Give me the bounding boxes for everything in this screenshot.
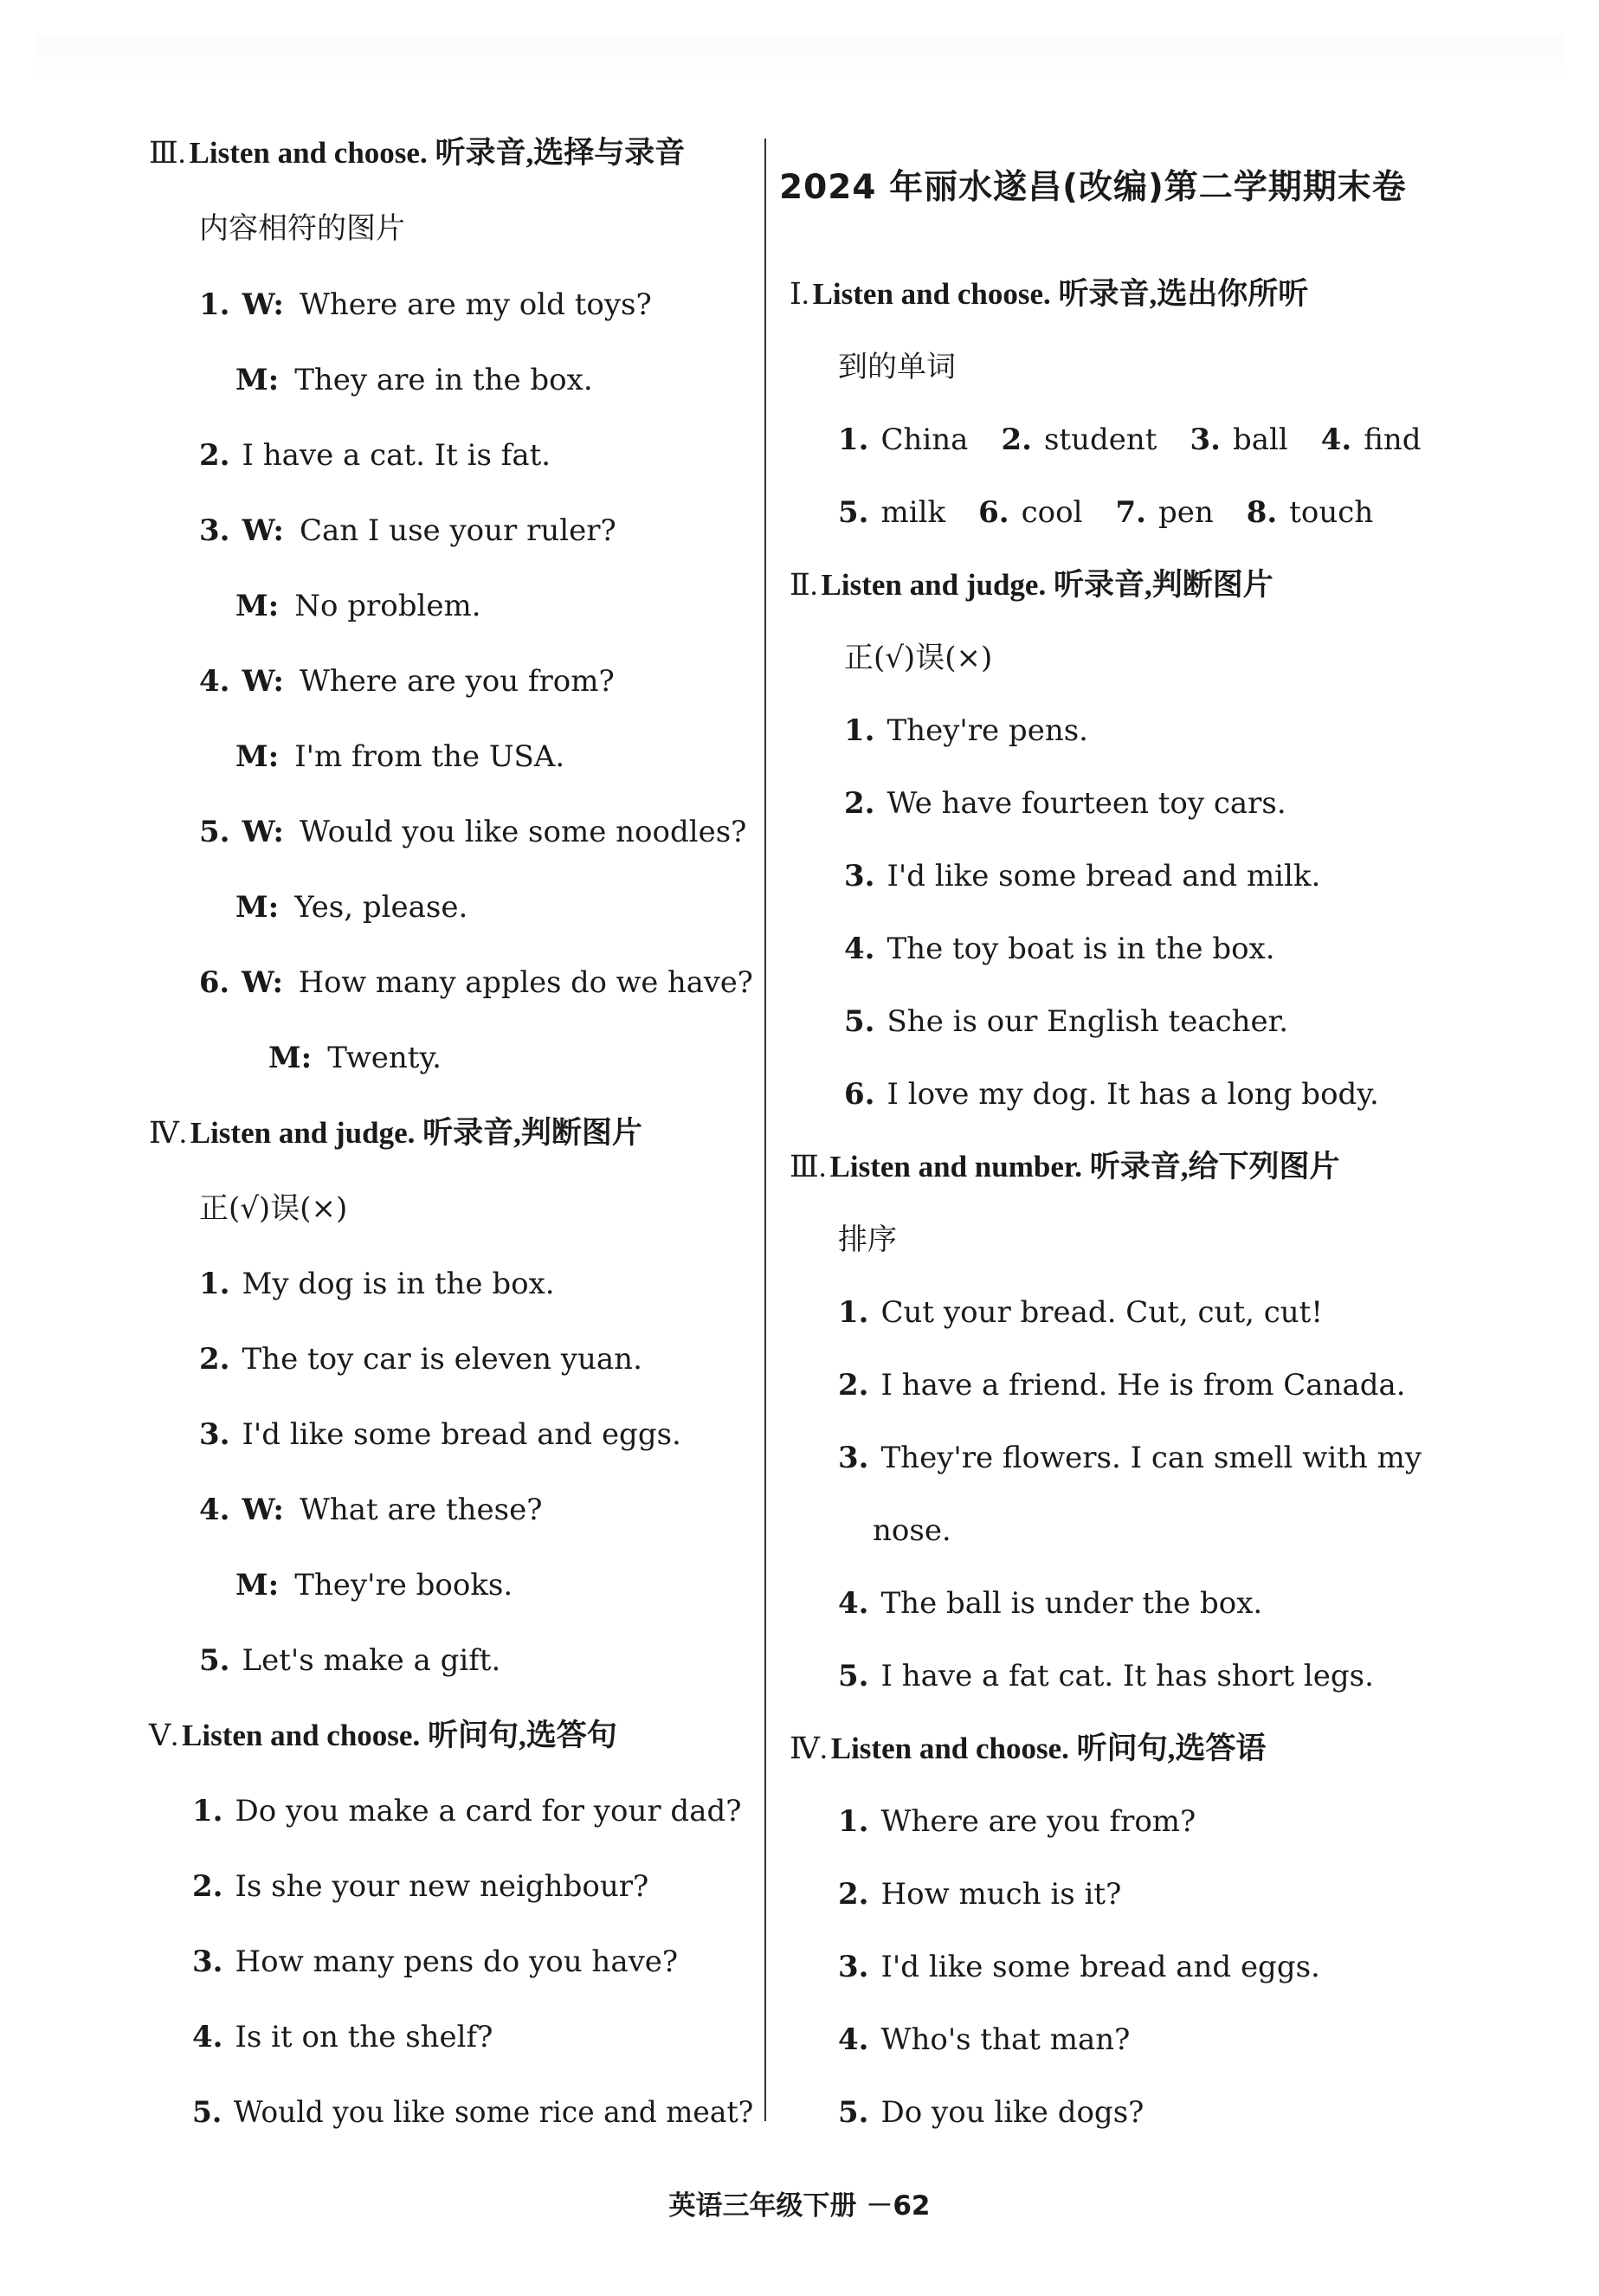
item-number: 4.: [838, 1586, 869, 1621]
word: milk: [880, 495, 946, 530]
item-number: 2.: [1001, 422, 1032, 457]
list-item: [235, 363, 593, 397]
item-number: 1.: [199, 287, 230, 322]
item-text: Where are you from?: [299, 664, 615, 699]
list-item: [199, 1342, 642, 1377]
item-number: 4.: [199, 664, 230, 699]
continued-line: [838, 1222, 897, 1257]
item-text: I have a friend. He is from Canada.: [880, 1368, 1406, 1403]
line-text: 内容相符的图片: [199, 211, 405, 246]
list-item: [199, 664, 615, 699]
word: China: [880, 422, 969, 457]
speaker-label: W:: [242, 965, 283, 1000]
section-numeral: Ⅲ.: [149, 136, 186, 170]
item-number: 5.: [838, 495, 869, 530]
item-text: Is she your new neighbour?: [235, 1869, 649, 1904]
item-text: My dog is in the box.: [242, 1267, 555, 1301]
section-title: Listen and judge. 听录音,判断图片: [821, 568, 1273, 602]
word: touch: [1289, 495, 1374, 530]
list-item: [199, 513, 616, 548]
line-text: 正(√)误(×): [844, 641, 993, 675]
item-text: Twenty.: [327, 1041, 442, 1075]
speaker-label: W:: [242, 513, 284, 548]
continued-line: [873, 1513, 951, 1548]
speaker-label: M:: [235, 890, 280, 925]
item-number: 2.: [199, 438, 230, 473]
section-numeral: Ⅰ.: [790, 277, 809, 311]
section-numeral: Ⅴ.: [149, 1719, 179, 1752]
list-item: [838, 1950, 1320, 1984]
item-number: 3.: [199, 1417, 230, 1452]
list-item: [199, 438, 551, 473]
item-text: The toy boat is in the box.: [887, 932, 1275, 966]
speaker-label: M:: [268, 1041, 313, 1075]
item-number: 2.: [838, 1368, 869, 1403]
word: ball: [1232, 422, 1288, 457]
item-number: 4.: [1320, 422, 1352, 457]
item-text: Cut your bread. Cut, cut, cut!: [880, 1295, 1323, 1330]
item-text: Where are my old toys?: [299, 287, 652, 322]
item-text: Do you make a card for your dad?: [235, 1794, 742, 1828]
list-item: [838, 1877, 1121, 1912]
section-title: Listen and judge. 听录音,判断图片: [190, 1116, 642, 1150]
continued-line: [838, 350, 956, 384]
speaker-label: W:: [242, 1493, 284, 1527]
item-text: I'm from the USA.: [294, 739, 565, 774]
section-heading: [149, 1719, 617, 1753]
item-text: Do you like dogs?: [880, 2095, 1144, 2130]
item-number: 2.: [844, 786, 875, 821]
column-divider: [764, 139, 766, 2121]
section-title: Listen and choose. 听录音,选出你所听: [812, 277, 1309, 311]
scan-header-shadow: [35, 35, 1564, 87]
list-item: [192, 2020, 493, 2054]
list-item: [844, 859, 1320, 893]
list-item: [199, 1417, 681, 1452]
list-item: [838, 2095, 1144, 2130]
list-item: [199, 815, 746, 849]
list-item: [192, 1869, 648, 1904]
speaker-label: W:: [242, 287, 284, 322]
list-item: [844, 786, 1286, 821]
list-item: [192, 2095, 753, 2130]
item-number: 4.: [838, 2022, 869, 2057]
list-item: [844, 1004, 1288, 1039]
item-text: Would you like some noodles?: [299, 815, 747, 849]
speaker-label: M:: [235, 363, 280, 397]
word-list-row: [838, 422, 1454, 457]
section-heading: [149, 1116, 642, 1151]
item-text: They're books.: [294, 1568, 513, 1603]
item-number: 4.: [192, 2020, 223, 2054]
exam-title-text: 2024 年丽水遂昌(改编)第二学期期末卷: [779, 168, 1407, 207]
line-text: 正(√)误(×): [199, 1191, 348, 1226]
section-numeral: Ⅳ.: [790, 1732, 828, 1765]
list-item: [838, 1441, 1422, 1475]
speaker-label: W:: [242, 664, 284, 699]
word: cool: [1021, 495, 1083, 530]
speaker-label: M:: [235, 739, 280, 774]
exam-title: [779, 168, 1407, 207]
section-title: Listen and choose. 听录音,选择与录音: [189, 136, 686, 170]
item-number: 6.: [199, 965, 230, 1000]
item-text: Yes, please.: [294, 890, 468, 925]
item-number: 5.: [838, 1659, 869, 1693]
item-number: 2.: [838, 1877, 869, 1912]
section-heading: [790, 1732, 1266, 1766]
section-title: Listen and number. 听录音,给下列图片: [829, 1150, 1340, 1183]
item-number: 3.: [838, 1950, 869, 1984]
item-number: 2.: [199, 1342, 230, 1377]
item-text: I have a cat. It is fat.: [242, 438, 551, 473]
item-text: She is our English teacher.: [887, 1004, 1288, 1039]
list-item: [199, 1643, 500, 1678]
list-item: [235, 890, 467, 925]
list-item: [844, 713, 1088, 748]
list-item: [235, 589, 481, 623]
item-number: 5.: [844, 1004, 875, 1039]
line-text: 排序: [838, 1222, 897, 1257]
list-item: [838, 1586, 1262, 1621]
item-text: Would you like some rice and meat?: [233, 2095, 754, 2130]
item-text: How many pens do you have?: [235, 1945, 679, 1979]
item-text: They are in the box.: [294, 363, 593, 397]
item-number: 5.: [199, 1643, 230, 1678]
list-item: [199, 1267, 555, 1301]
item-number: 3.: [199, 513, 230, 548]
list-item: [838, 2022, 1130, 2057]
item-number: 1.: [199, 1267, 230, 1301]
item-number: 4.: [844, 932, 875, 966]
item-number: 1.: [844, 713, 875, 748]
speaker-label: W:: [242, 815, 284, 849]
list-item: [192, 1945, 678, 1979]
word: student: [1043, 422, 1157, 457]
list-item: [199, 287, 652, 322]
item-text: They're flowers. I can smell with my: [880, 1441, 1422, 1475]
list-item: [192, 1794, 741, 1828]
item-text: The ball is under the box.: [880, 1586, 1263, 1621]
section-title: Listen and choose. 听问句,选答句: [182, 1719, 617, 1752]
section-numeral: Ⅱ.: [790, 568, 818, 602]
speaker-label: M:: [235, 1568, 280, 1603]
list-item: [235, 1568, 513, 1603]
continued-line: [844, 641, 992, 675]
list-item: [838, 1659, 1374, 1693]
section-heading: [790, 277, 1308, 312]
item-text: Can I use your ruler?: [299, 513, 616, 548]
list-item: [838, 1295, 1323, 1330]
list-item: [268, 1041, 442, 1075]
item-number: 3.: [192, 1945, 223, 1979]
item-number: 6.: [844, 1077, 875, 1112]
item-text: What are these?: [299, 1493, 543, 1527]
item-text: Where are you from?: [880, 1804, 1196, 1839]
line-text: nose.: [873, 1513, 951, 1548]
item-number: 5.: [192, 2095, 222, 2130]
item-number: 6.: [978, 495, 1009, 530]
item-number: 4.: [199, 1493, 230, 1527]
list-item: [844, 1077, 1379, 1112]
section-heading: [790, 568, 1273, 603]
item-number: 1.: [838, 1804, 869, 1839]
item-text: How many apples do we have?: [298, 965, 753, 1000]
list-item: [838, 1804, 1196, 1839]
item-number: 3.: [844, 859, 875, 893]
item-text: We have fourteen toy cars.: [887, 786, 1286, 821]
page-footer: 英语三年级下册 －62: [668, 2190, 931, 2222]
item-text: They're pens.: [887, 713, 1088, 748]
item-number: 3.: [838, 1441, 869, 1475]
item-number: 1.: [838, 422, 869, 457]
item-text: I have a fat cat. It has short legs.: [880, 1659, 1374, 1693]
list-item: [199, 1493, 542, 1527]
item-text: No problem.: [294, 589, 481, 623]
item-text: Is it on the shelf?: [235, 2020, 493, 2054]
list-item: [235, 739, 564, 774]
item-text: I'd like some bread and eggs.: [242, 1417, 681, 1452]
item-number: 8.: [1246, 495, 1278, 530]
item-text: I'd like some bread and eggs.: [880, 1950, 1320, 1984]
word-list-row: [838, 495, 1406, 530]
section-numeral: Ⅲ.: [790, 1150, 827, 1183]
item-number: 3.: [1190, 422, 1221, 457]
item-number: 5.: [838, 2095, 869, 2130]
list-item: [844, 932, 1275, 966]
item-number: 1.: [838, 1295, 869, 1330]
section-title: Listen and choose. 听问句,选答语: [830, 1732, 1267, 1765]
item-number: 7.: [1115, 495, 1146, 530]
speaker-label: M:: [235, 589, 280, 623]
section-heading: [790, 1150, 1339, 1184]
item-text: I'd like some bread and milk.: [887, 859, 1321, 893]
line-text: 到的单词: [838, 350, 956, 384]
continued-line: [199, 211, 405, 246]
item-text: I love my dog. It has a long body.: [887, 1077, 1379, 1112]
list-item: [838, 1368, 1406, 1403]
word: find: [1364, 422, 1422, 457]
item-text: Let's make a gift.: [242, 1643, 501, 1678]
item-text: How much is it?: [880, 1877, 1122, 1912]
list-item: [199, 965, 753, 1000]
section-numeral: Ⅳ.: [149, 1116, 187, 1150]
continued-line: [199, 1191, 347, 1226]
item-text: The toy car is eleven yuan.: [242, 1342, 642, 1377]
item-number: 2.: [192, 1869, 223, 1904]
item-number: 5.: [199, 815, 230, 849]
word: pen: [1157, 495, 1214, 530]
item-number: 1.: [192, 1794, 223, 1828]
section-heading: [149, 136, 685, 171]
item-text: Who's that man?: [880, 2022, 1131, 2057]
